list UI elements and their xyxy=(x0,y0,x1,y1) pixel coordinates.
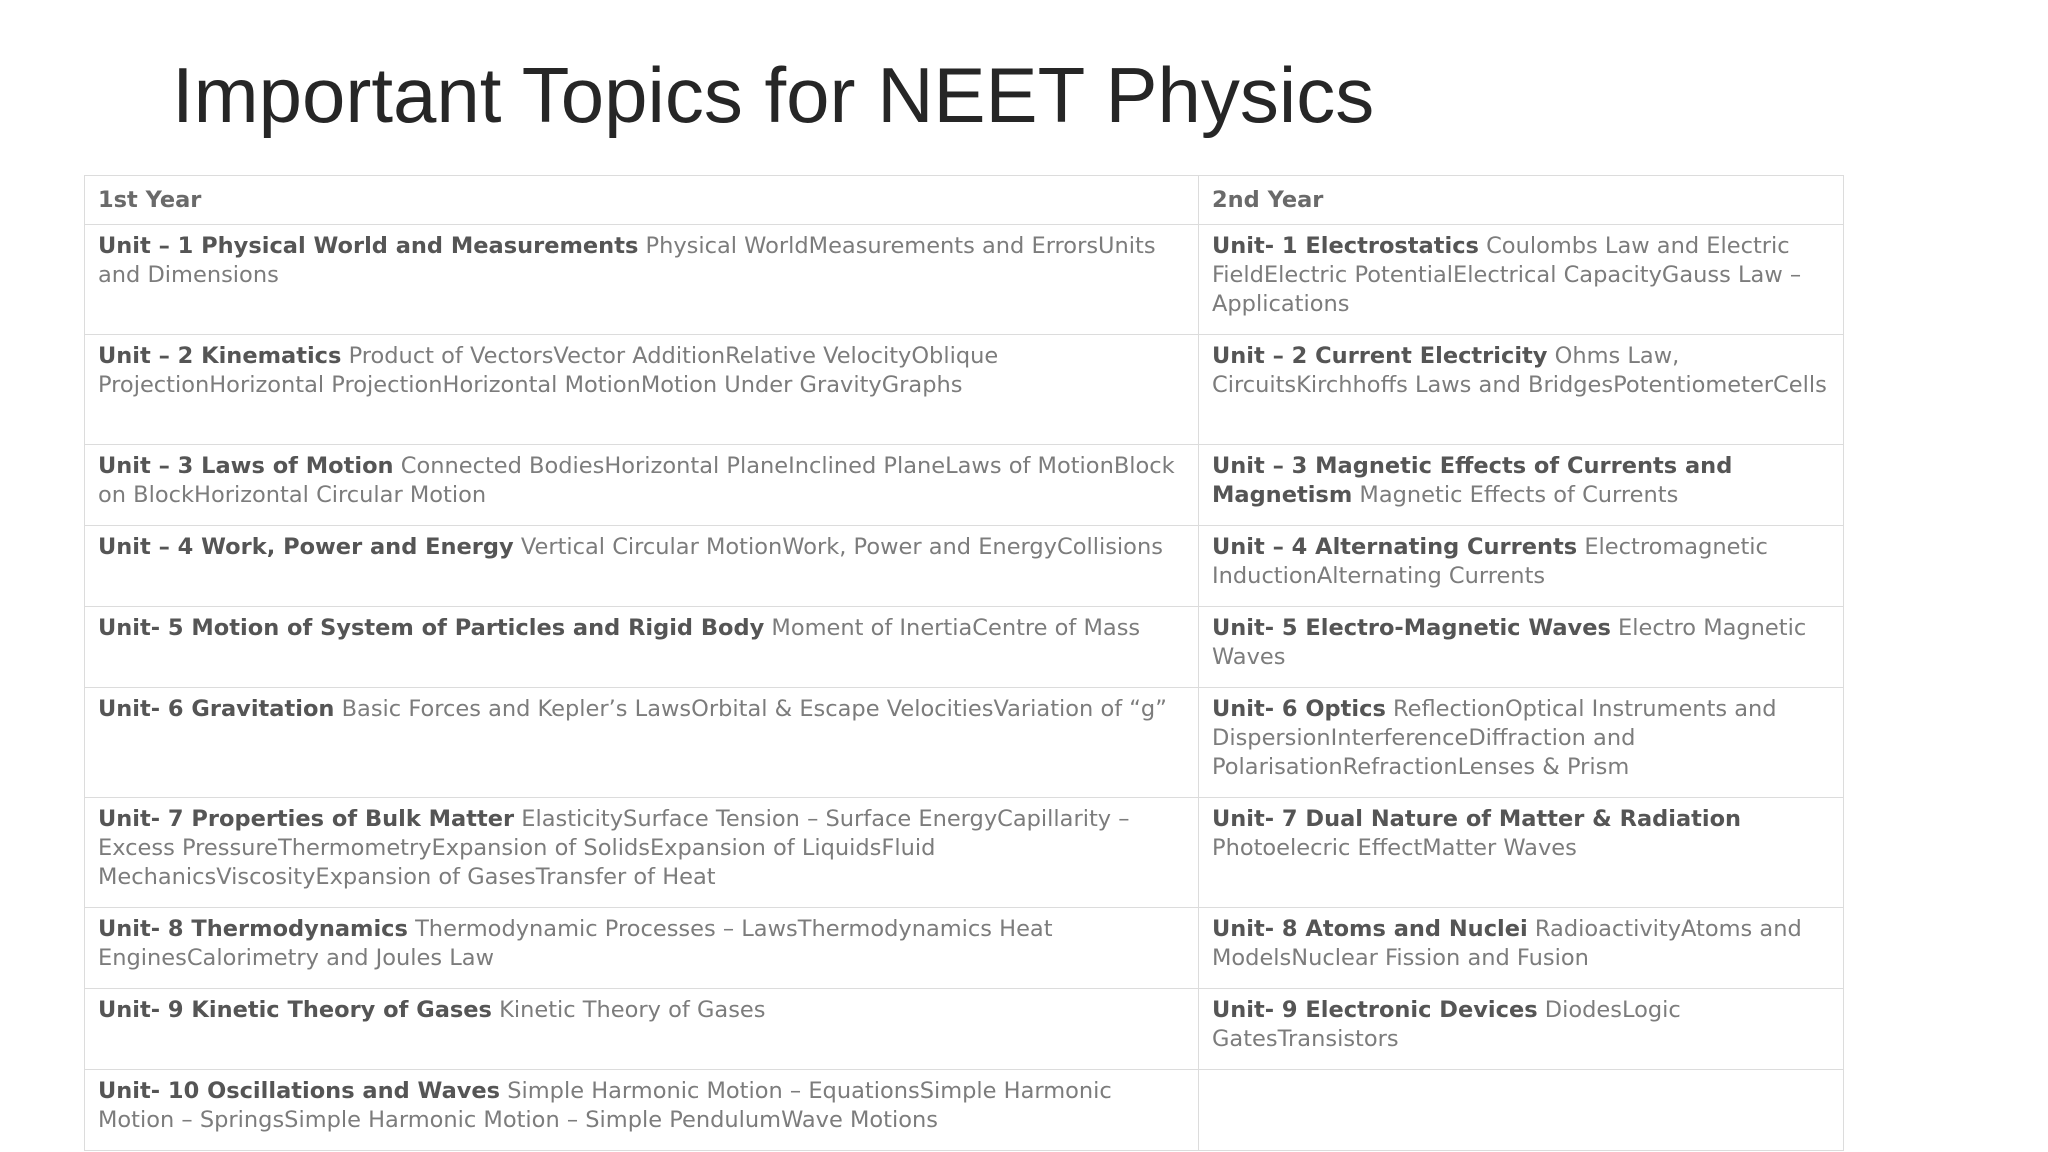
unit-title: Unit- 9 Electronic Devices xyxy=(1212,997,1538,1023)
unit-title: Unit – 2 Current Electricity xyxy=(1212,343,1548,369)
unit-title: Unit- 1 Electrostatics xyxy=(1212,233,1479,259)
first-year-cell xyxy=(85,1070,1199,1151)
first-year-cell xyxy=(85,607,1199,688)
unit-title: Unit – 3 Laws of Motion xyxy=(98,453,394,479)
unit-title: Unit – 4 Alternating Currents xyxy=(1212,534,1578,560)
second-year-cell xyxy=(1199,225,1844,335)
unit-title: Unit- 5 Motion of System of Particles and Rigid Body xyxy=(98,615,765,641)
unit-topics: DiodesLogic GatesTransistors xyxy=(1212,997,1681,1052)
unit-title: Unit- 6 Optics xyxy=(1212,696,1386,722)
unit-topics: Coulombs Law and Electric FieldElectric PotentialElectrical CapacityGauss Law – Applications xyxy=(1212,233,1802,317)
unit-title: Unit – 3 Magnetic Effects of Currents and Magnetism xyxy=(1212,453,1733,508)
table-row xyxy=(85,798,1844,908)
table-row xyxy=(85,225,1844,335)
table-row xyxy=(85,607,1844,688)
unit-topics: Product of VectorsVector AdditionRelative VelocityOblique ProjectionHorizontal ProjectionHorizontal MotionMotion Under GravityGraphs xyxy=(98,343,999,398)
unit-title: Unit- 10 Oscillations and Waves xyxy=(98,1078,501,1104)
table-header-row xyxy=(85,176,1844,225)
second-year-cell xyxy=(1199,798,1844,908)
table-row xyxy=(85,1070,1844,1151)
first-year-cell xyxy=(85,445,1199,526)
unit-topics: Vertical Circular MotionWork, Power and EnergyCollisions xyxy=(520,534,1163,560)
unit-title: Unit – 4 Work, Power and Energy xyxy=(98,534,514,560)
unit-title: Unit – 2 Kinematics xyxy=(98,343,342,369)
table-row xyxy=(85,989,1844,1070)
second-year-cell xyxy=(1199,908,1844,989)
table-row xyxy=(85,335,1844,445)
unit-title: Unit- 6 Gravitation xyxy=(98,696,335,722)
table-row xyxy=(85,908,1844,989)
unit-topics: Ohms Law, CircuitsKirchhoffs Laws and BridgesPotentiometerCells xyxy=(1212,343,1827,398)
second-year-cell xyxy=(1199,445,1844,526)
unit-title: Unit- 8 Thermodynamics xyxy=(98,916,408,942)
first-year-cell xyxy=(85,688,1199,798)
second-year-cell xyxy=(1199,526,1844,607)
second-year-cell xyxy=(1199,688,1844,798)
header-first-year: 1st Year xyxy=(85,176,1199,225)
first-year-cell xyxy=(85,526,1199,607)
unit-topics: RadioactivityAtoms and ModelsNuclear Fission and Fusion xyxy=(1212,916,1802,971)
first-year-cell xyxy=(85,335,1199,445)
unit-topics: Connected BodiesHorizontal PlaneInclined PlaneLaws of MotionBlock on BlockHorizontal Circular Motion xyxy=(98,453,1175,508)
unit-title: Unit- 5 Electro-Magnetic Waves xyxy=(1212,615,1611,641)
unit-title: Unit- 7 Dual Nature of Matter & Radiation xyxy=(1212,806,1742,832)
unit-topics: Simple Harmonic Motion – EquationsSimple Harmonic Motion – SpringsSimple Harmonic Motion – Simple PendulumWave Motions xyxy=(98,1078,1112,1133)
second-year-cell xyxy=(1199,335,1844,445)
unit-topics: ReflectionOptical Instruments and DispersionInterferenceDiffraction and PolarisationRefractionLenses & Prism xyxy=(1212,696,1777,780)
unit-topics: Kinetic Theory of Gases xyxy=(499,997,766,1023)
unit-topics: Electromagnetic InductionAlternating Currents xyxy=(1212,534,1768,589)
unit-topics: Physical WorldMeasurements and ErrorsUnits and Dimensions xyxy=(98,233,1156,288)
first-year-cell xyxy=(85,225,1199,335)
first-year-cell xyxy=(85,989,1199,1070)
header-second-year: 2nd Year xyxy=(1199,176,1844,225)
unit-topics: Thermodynamic Processes – LawsThermodynamics Heat EnginesCalorimetry and Joules Law xyxy=(98,916,1053,971)
unit-title: Unit- 7 Properties of Bulk Matter xyxy=(98,806,515,832)
unit-topics: Photoelecric EffectMatter Waves xyxy=(1212,835,1577,861)
unit-topics: Magnetic Effects of Currents xyxy=(1359,482,1679,508)
second-year-cell xyxy=(1199,607,1844,688)
unit-topics: Electro Magnetic Waves xyxy=(1212,615,1807,670)
slide-title: Important Topics for NEET Physics xyxy=(172,51,1375,139)
first-year-cell xyxy=(85,908,1199,989)
unit-title: Unit- 8 Atoms and Nuclei xyxy=(1212,916,1528,942)
unit-topics: Basic Forces and Kepler’s LawsOrbital & Escape VelocitiesVariation of “g” xyxy=(341,696,1167,722)
topics-table xyxy=(84,175,1844,1151)
table-row xyxy=(85,688,1844,798)
unit-title: Unit- 9 Kinetic Theory of Gases xyxy=(98,997,492,1023)
unit-topics: ElasticitySurface Tension – Surface EnergyCapillarity – Excess PressureThermometryExpansion of SolidsExpansion of LiquidsFluid MechanicsViscosityExpansion of GasesTransfer of Heat xyxy=(98,806,1130,890)
unit-topics: Moment of InertiaCentre of Mass xyxy=(771,615,1141,641)
unit-title: Unit – 1 Physical World and Measurements xyxy=(98,233,639,259)
second-year-cell xyxy=(1199,989,1844,1070)
first-year-cell xyxy=(85,798,1199,908)
table-row xyxy=(85,445,1844,526)
table-row xyxy=(85,526,1844,607)
second-year-cell xyxy=(1199,1070,1844,1151)
